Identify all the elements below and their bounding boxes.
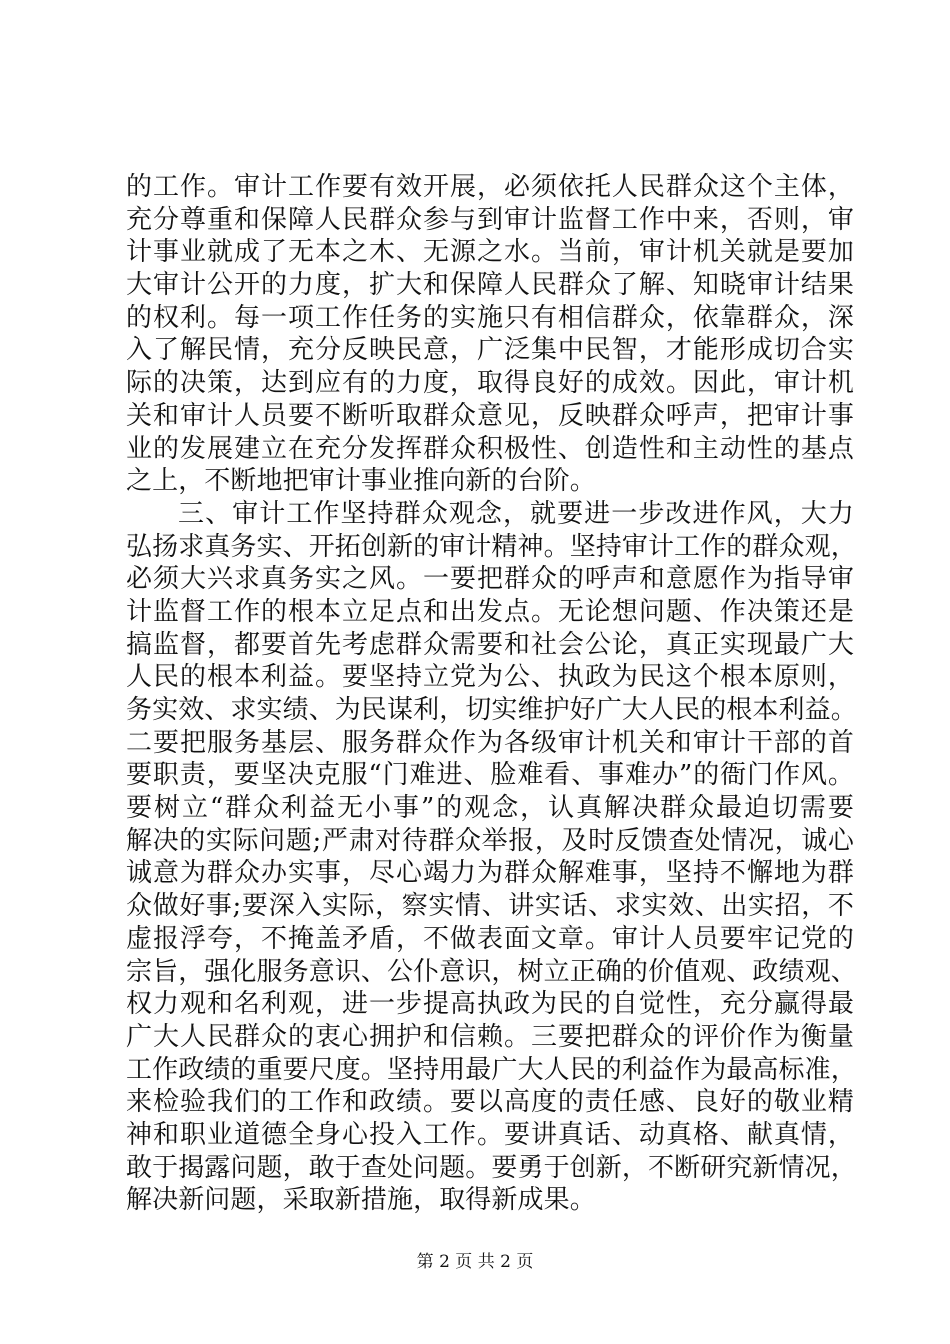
text-line: 解决的实际问题;严肃对待群众举报，及时反馈查处情况，诚心: [126, 825, 854, 856]
text-line: 的工作。审计工作要有效开展，必须依托人民群众这个主体，: [126, 172, 854, 202]
text-line: 工作政绩的重要尺度。坚持用最广大人民的利益作为最高标准，: [126, 1054, 857, 1085]
text-line: 关和审计人员要不断听取群众意见，反映群众呼声，把审计事: [126, 400, 854, 431]
text-line: 要职责，要坚决克服“门难进、脸难看、事难办”的衙门作风。: [126, 760, 854, 791]
text-line: 业的发展建立在充分发挥群众积极性、创造性和主动性的基点: [126, 433, 854, 464]
text-line: 计监督工作的根本立足点和出发点。无论想问题、作决策还是: [126, 596, 854, 627]
text-line: 必须大兴求真务实之风。一要把群众的呼声和意愿作为指导审: [126, 564, 854, 595]
text-line: 二要把服务基层、服务群众作为各级审计机关和审计干部的首: [126, 727, 854, 758]
body-text: [126, 171, 857, 1217]
text-line: 权力观和名利观，进一步提高执政为民的自觉性，充分赢得最: [126, 989, 854, 1020]
page-footer: 第 2 页 共 2 页: [416, 1252, 534, 1272]
text-line: 宗旨，强化服务意识、公仆意识，树立正确的价值观、政绩观、: [126, 956, 857, 987]
text-line: 人民的根本利益。要坚持立党为公、执政为民这个根本原则，: [126, 662, 854, 693]
text-line: 三、审计工作坚持群众观念，就要进一步改进作风，大力: [178, 498, 854, 529]
text-line: 入了解民情，充分反映民意，广泛集中民智，才能形成切合实: [126, 335, 854, 366]
text-line: 大审计公开的力度，扩大和保障人民群众了解、知晓审计结果: [126, 270, 854, 301]
text-line: 来检验我们的工作和政绩。要以高度的责任感、良好的敬业精: [126, 1087, 854, 1118]
text-line: 众做好事;要深入实际，察实情、讲实话、求实效、出实招，不: [126, 891, 854, 922]
text-line: 弘扬求真务实、开拓创新的审计精神。坚持审计工作的群众观，: [126, 531, 857, 562]
text-line: 搞监督，都要首先考虑群众需要和社会公论，真正实现最广大: [126, 629, 854, 660]
text-line: 务实效、求实绩、为民谋利，切实维护好广大人民的根本利益。: [126, 695, 857, 725]
text-line: 际的决策，达到应有的力度，取得良好的成效。因此，审计机: [126, 368, 854, 399]
text-line: 诚意为群众办实事，尽心竭力为群众解难事，坚持不懈地为群: [126, 858, 854, 889]
text-line: 要树立“群众利益无小事”的观念，认真解决群众最迫切需要: [126, 793, 854, 824]
text-line: 广大人民群众的衷心拥护和信赖。三要把群众的评价作为衡量: [126, 1021, 854, 1052]
text-line: 充分尊重和保障人民群众参与到审计监督工作中来，否则，审: [126, 204, 854, 235]
text-line: 之上，不断地把审计事业推向新的台阶。: [126, 466, 596, 497]
text-line: 虚报浮夸，不掩盖矛盾，不做表面文章。审计人员要牢记党的: [126, 923, 854, 954]
text-line: 解决新问题，采取新措施，取得新成果。: [126, 1185, 596, 1216]
text-line: 神和职业道德全身心投入工作。要讲真话、动真格、献真情，: [126, 1119, 854, 1150]
text-line: 计事业就成了无本之木、无源之水。当前，审计机关就是要加: [126, 237, 854, 268]
text-line: 的权利。每一项工作任务的实施只有相信群众，依靠群众，深: [126, 302, 854, 333]
text-line: 敢于揭露问题，敢于查处问题。要勇于创新，不断研究新情况，: [126, 1152, 857, 1183]
